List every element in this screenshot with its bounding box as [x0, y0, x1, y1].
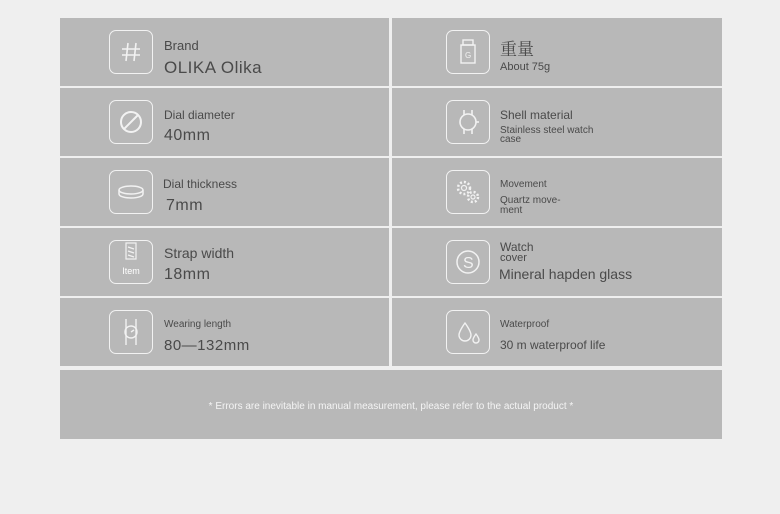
spec-cell-dial-thickness — [60, 158, 389, 226]
spec-value: About 75g — [500, 61, 551, 73]
spec-value: 18mm — [164, 266, 211, 283]
spec-value: 7mm — [166, 197, 204, 214]
spec-label: Brand — [164, 38, 199, 53]
wrist-icon — [109, 310, 153, 354]
strap-icon — [109, 240, 153, 284]
disc-icon — [109, 170, 153, 214]
spec-cell-weight — [392, 18, 722, 86]
spec-cell-watch-cover — [392, 228, 722, 296]
spec-label-line2: cover — [500, 252, 527, 264]
spec-cell-brand — [60, 18, 389, 86]
weight-icon — [446, 30, 490, 74]
spec-cell-wearing-length — [60, 298, 389, 366]
strap-icon-caption: Item — [122, 266, 140, 276]
spec-label: 重量 — [500, 40, 534, 59]
hash-icon — [109, 30, 153, 74]
gears-icon — [446, 170, 490, 214]
water-drops-icon — [446, 310, 490, 354]
spec-cell-shell-material — [392, 88, 722, 156]
spec-value: OLIKA Olika — [164, 58, 263, 77]
spec-value-line1: Quartz move- — [500, 195, 561, 206]
spec-value-line1: Stainless steel watch — [500, 125, 594, 136]
spec-value-line2: ment — [500, 205, 523, 216]
spec-label: Shell material — [500, 108, 573, 122]
spec-value: Mineral hapden glass — [499, 266, 633, 282]
s-circle-icon — [446, 240, 490, 284]
spec-label: Dial thickness — [163, 177, 238, 191]
spec-label: Wearing length — [164, 319, 232, 330]
spec-cell-dial-diameter — [60, 88, 389, 156]
spec-cell-waterproof — [392, 298, 722, 366]
spec-cell-movement — [392, 158, 722, 226]
spec-panel — [60, 18, 722, 439]
spec-label: Waterproof — [500, 319, 550, 330]
watch-case-icon — [446, 100, 490, 144]
spec-label: Dial diameter — [164, 108, 235, 122]
diameter-icon — [109, 100, 153, 144]
spec-cell-strap-width — [60, 228, 389, 296]
svg-text:S: S — [463, 255, 474, 272]
spec-value: 30 m waterproof life — [500, 338, 606, 352]
spec-value: 80—132mm — [164, 337, 250, 354]
spec-label: Movement — [500, 179, 547, 190]
spec-label: Strap width — [164, 245, 235, 261]
spec-label-line1: Watch — [500, 240, 534, 254]
spec-value: 40mm — [164, 127, 211, 144]
measurement-disclaimer: * Errors are inevitable in manual measurement, please refer to the actual product * — [208, 401, 574, 412]
svg-text:G: G — [465, 51, 472, 60]
spec-value-line2: case — [500, 134, 522, 145]
